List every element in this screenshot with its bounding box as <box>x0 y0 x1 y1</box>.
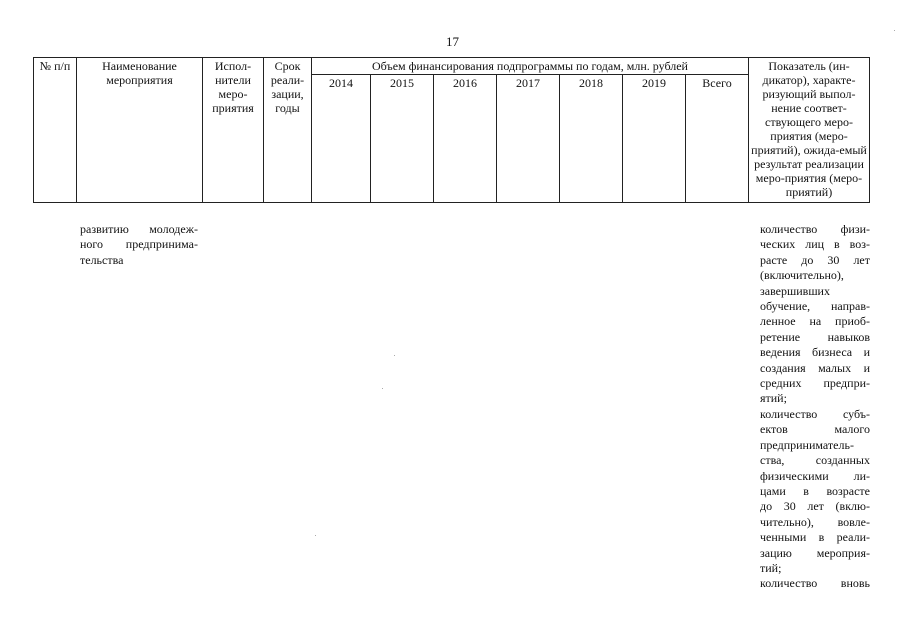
indicator-line: завершивших <box>760 283 830 298</box>
scan-speck <box>315 535 316 536</box>
header-num: № п/п <box>34 58 77 203</box>
indicator-line: до 30 лет (вклю- <box>760 499 870 514</box>
header-total: Всего <box>686 75 749 203</box>
indicator-line: количество физи- <box>760 222 870 236</box>
indicator-line: ческих лиц в воз- <box>760 237 870 252</box>
indicator-line: физическими ли- <box>760 468 870 483</box>
header-year-2018: 2018 <box>560 75 623 203</box>
indicator-line: цами в возрасте <box>760 483 870 498</box>
header-year-2017: 2017 <box>497 75 560 203</box>
indicator-line: тий; <box>760 560 782 575</box>
scan-speck <box>394 355 395 356</box>
indicator-line: ектов малого <box>760 422 870 437</box>
indicator-line: зацию мероприя- <box>760 545 870 560</box>
indicator-line: количество субъ- <box>760 406 870 421</box>
header-indicator: Показатель (ин-дикатор), характе-ризующий выпол-нение соответ-ствующего меро-приятия (меро-приятий), ожида-емый результат реализации меро-приятия (меро-приятий) <box>749 58 870 203</box>
indicator-line: ства, созданных <box>760 453 870 468</box>
indicator-line: средних предпри- <box>760 376 870 391</box>
indicator-line: ретение навыков <box>760 329 870 344</box>
indicator-line: ведения бизнеса и <box>760 345 870 360</box>
indicator-line: ленное на приоб- <box>760 314 870 329</box>
indicator-line: ченными в реали- <box>760 530 870 545</box>
measure-name-line: тельства <box>80 252 124 267</box>
header-financing: Объем финансирования подпрограммы по годам, млн. рублей <box>312 58 749 75</box>
scan-speck <box>894 30 895 31</box>
indicator-line: чительно), вовле- <box>760 514 870 529</box>
row-measure-name <box>80 222 198 268</box>
measure-name-line: развитию молодеж- <box>80 222 198 236</box>
header-year-2019: 2019 <box>623 75 686 203</box>
header-year-2015: 2015 <box>371 75 434 203</box>
row-indicator <box>760 222 870 592</box>
page-number: 17 <box>446 34 459 49</box>
indicator-line: создания малых и <box>760 360 870 375</box>
indicator-line: расте до 30 лет <box>760 252 870 267</box>
indicator-line: (включительно), <box>760 268 844 283</box>
indicator-line: количество вновь <box>760 576 870 591</box>
header-year-2014: 2014 <box>312 75 371 203</box>
financing-table <box>33 57 870 203</box>
scan-speck <box>382 388 383 389</box>
header-year-2016: 2016 <box>434 75 497 203</box>
measure-name-line: ного предпринима- <box>80 237 198 252</box>
indicator-line: ятий; <box>760 391 787 406</box>
header-term: Срок реали-зации, годы <box>264 58 312 203</box>
header-executors: Испол-нители меро-приятия <box>203 58 264 203</box>
indicator-line: предприниматель- <box>760 437 854 452</box>
indicator-line: обучение, направ- <box>760 299 870 314</box>
header-name: Наименование мероприятия <box>77 58 203 203</box>
